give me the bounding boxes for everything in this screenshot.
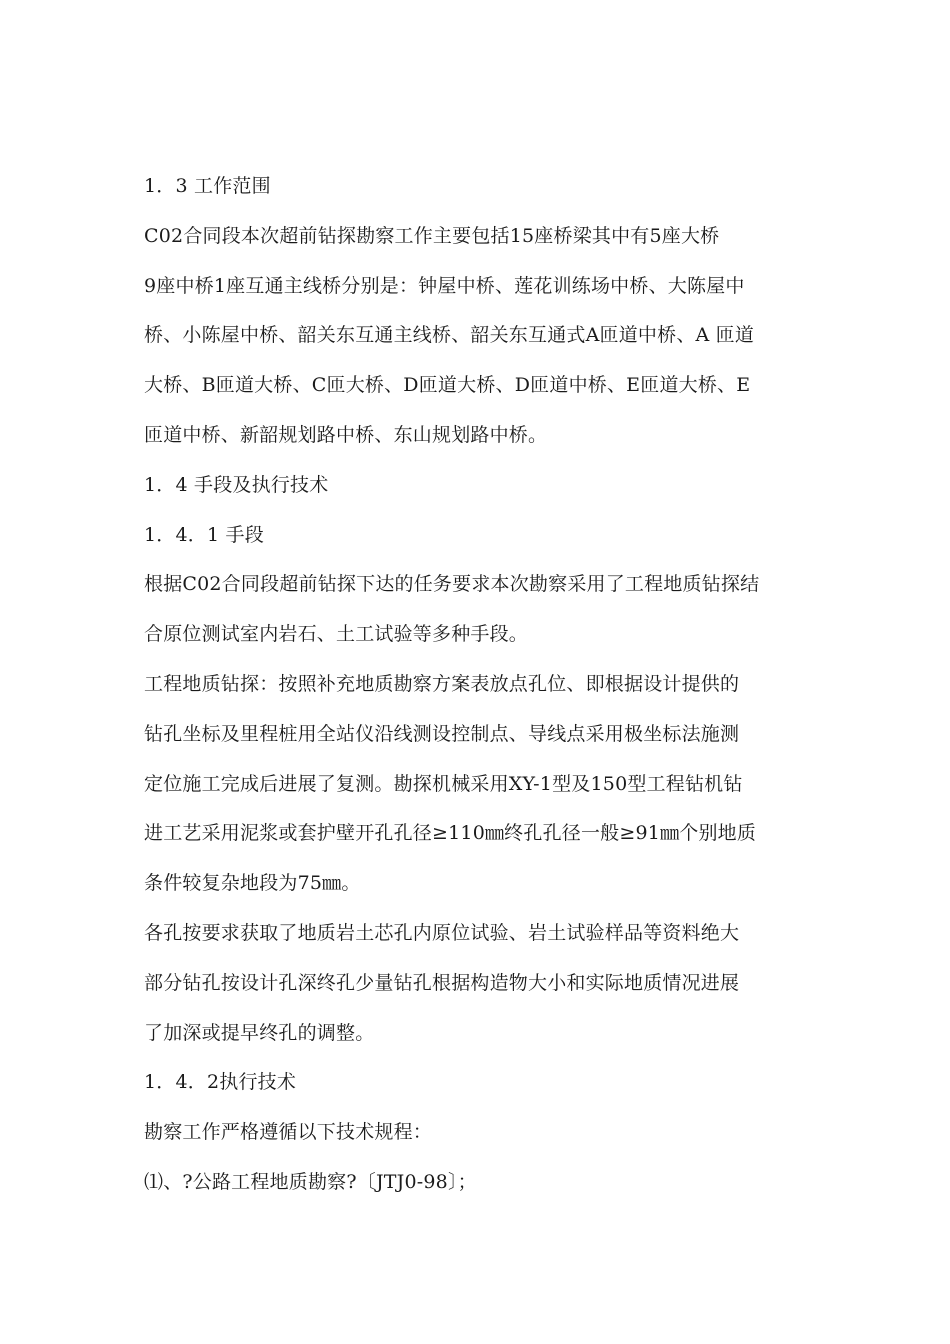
text-line: 钻孔坐标及里程桩用全站仪沿线测设控制点、导线点采用极坐标法施测 xyxy=(144,722,740,745)
text-line: C02合同段本次超前钻探勘察工作主要包括15座桥梁其中有5座大桥 xyxy=(144,224,720,247)
text-line: 条件较复杂地段为75㎜。 xyxy=(144,872,361,895)
text-line: 了加深或提早终孔的调整。 xyxy=(144,1021,375,1044)
text-line: 定位施工完成后进展了复测。勘探机械采用XY-1型及150型工程钻机钻 xyxy=(144,772,743,795)
text-line: 部分钻孔按设计孔深终孔少量钻孔根据构造物大小和实际地质情况进展 xyxy=(144,971,740,994)
text-line: 勘察工作严格遵循以下技术规程： xyxy=(144,1121,433,1144)
list-item: ⑴、?公路工程地质勘察?〔JTJ0-98〕； xyxy=(144,1170,477,1193)
document-body xyxy=(144,168,810,1214)
text-line: 大桥、B匝道大桥、C匝大桥、D匝道大桥、D匝道中桥、E匝道大桥、E xyxy=(144,374,751,397)
text-line: 各孔按要求获取了地质岩土芯孔内原位试验、岩土试验样品等资料绝大 xyxy=(144,921,740,944)
text-line: 合原位测试室内岩石、土工试验等多种手段。 xyxy=(144,623,529,646)
text-line: 进工艺采用泥浆或套护壁开孔孔径≥110㎜终孔孔径一般≥91㎜个别地质 xyxy=(144,822,757,845)
text-line: 工程地质钻探：按照补充地质勘察方案表放点孔位、即根据设计提供的 xyxy=(144,672,740,695)
text-line: 桥、小陈屋中桥、韶关东互通主线桥、韶关东互通式A匝道中桥、A 匝道 xyxy=(144,324,755,347)
text-line: 9座中桥1座互通主线桥分别是：钟屋中桥、莲花训练场中桥、大陈屋中 xyxy=(144,274,745,297)
text-line: 根据C02合同段超前钻探下达的任务要求本次勘察采用了工程地质钻探结 xyxy=(144,573,760,596)
text-line: 匝道中桥、新韶规划路中桥、东山规划路中桥。 xyxy=(144,423,548,446)
heading-1-4-2: 1．4．2执行技术 xyxy=(144,1071,297,1094)
heading-1-4-1: 1．4．1 手段 xyxy=(144,523,264,546)
heading-1-3: 1．3 工作范围 xyxy=(144,175,271,197)
heading-1-4: 1．4 手段及执行技术 xyxy=(144,473,329,496)
